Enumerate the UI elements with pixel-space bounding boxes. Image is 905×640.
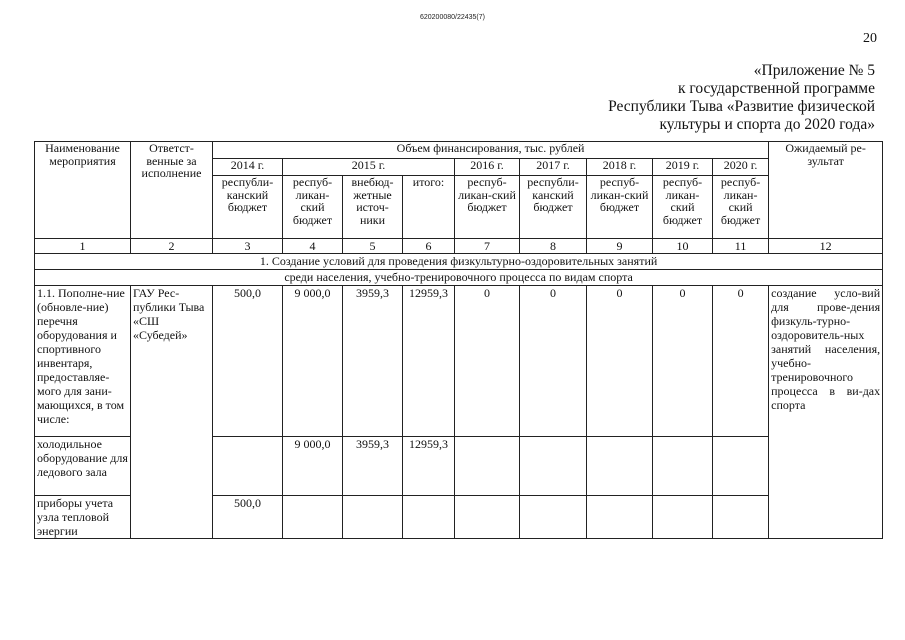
page-number: 20 (863, 31, 877, 46)
value-2015-total (403, 496, 455, 539)
section-title: 1. Создание условий для проведения физкультурно-оздоровительных занятий (35, 254, 883, 270)
column-number: 8 (520, 239, 587, 254)
value-2015-republican: 9 000,0 (283, 286, 343, 437)
year-2017: 2017 г. (520, 159, 587, 176)
value-2015-republican (283, 496, 343, 539)
column-number: 2 (131, 239, 213, 254)
value-2017: 0 (520, 286, 587, 437)
sub-extra-budget: внебюд-жетные источ-ники (343, 176, 403, 239)
row-name: 1.1. Пополне-ние (обновле-ние) перечня оборудования и спортивного инвентаря, предоставляе-мого для зани-мающихся, в том числе: (35, 286, 131, 437)
value-2018 (587, 496, 653, 539)
row-name: холодильное оборудование для ледового зала (35, 437, 131, 496)
appendix-line: к государственной программе (677, 80, 875, 97)
column-number: 1 (35, 239, 131, 254)
column-number: 10 (653, 239, 713, 254)
header-result: Ожидаемый ре-зультат (769, 142, 883, 239)
sub-budget: респуб-ликан-ский бюджет (653, 176, 713, 239)
value-2018: 0 (587, 286, 653, 437)
column-number: 12 (769, 239, 883, 254)
year-2019: 2019 г. (653, 159, 713, 176)
sub-budget: респуб-ликан-ский бюджет (587, 176, 653, 239)
column-number: 4 (283, 239, 343, 254)
value-2016 (455, 496, 520, 539)
value-2014: 500,0 (213, 496, 283, 539)
value-2014 (213, 437, 283, 496)
value-2015-total: 12959,3 (403, 286, 455, 437)
value-2015-extra: 3959,3 (343, 437, 403, 496)
value-2018 (587, 437, 653, 496)
value-2019: 0 (653, 286, 713, 437)
column-number: 3 (213, 239, 283, 254)
column-number: 9 (587, 239, 653, 254)
expected-result: создание усло-вий для прове-дения физкуль-турно-оздоровитель-ных занятий населения, учебно-тренировочного процесса в ви-дах спорта (769, 286, 883, 539)
header-name: Наименование мероприятия (35, 142, 131, 239)
value-2019 (653, 437, 713, 496)
value-2015-extra (343, 496, 403, 539)
year-2018: 2018 г. (587, 159, 653, 176)
value-2015-total: 12959,3 (403, 437, 455, 496)
value-2020 (713, 437, 769, 496)
document-id: 620200080/22435(7) (419, 14, 485, 21)
year-2016: 2016 г. (455, 159, 520, 176)
appendix-line: Республики Тыва «Развитие физической (608, 98, 875, 115)
value-2015-republican: 9 000,0 (283, 437, 343, 496)
row-responsible: ГАУ Рес-публики Тыва «СШ «Субедей» (131, 286, 213, 539)
value-2014: 500,0 (213, 286, 283, 437)
year-2014: 2014 г. (213, 159, 283, 176)
header-funding: Объем финансирования, тыс. рублей (213, 142, 769, 159)
header-responsible: Ответст-венные за исполнение (131, 142, 213, 239)
column-number: 5 (343, 239, 403, 254)
row-name: приборы учета узла тепловой энергии (35, 496, 131, 539)
value-2020 (713, 496, 769, 539)
sub-budget: респуб-ликан-ский бюджет (455, 176, 520, 239)
year-2020: 2020 г. (713, 159, 769, 176)
funding-table (34, 141, 883, 539)
value-2020: 0 (713, 286, 769, 437)
appendix-heading (608, 62, 875, 134)
appendix-line: «Приложение № 5 (753, 62, 875, 79)
column-number: 7 (455, 239, 520, 254)
value-2017 (520, 496, 587, 539)
value-2016 (455, 437, 520, 496)
appendix-line: культуры и спорта до 2020 года» (659, 116, 875, 133)
sub-budget: республи-канский бюджет (520, 176, 587, 239)
value-2017 (520, 437, 587, 496)
value-2015-extra: 3959,3 (343, 286, 403, 437)
year-2015: 2015 г. (283, 159, 455, 176)
section-subtitle: среди населения, учебно-тренировочного процесса по видам спорта (35, 270, 883, 286)
column-number: 6 (403, 239, 455, 254)
column-number: 11 (713, 239, 769, 254)
sub-budget: респуб-ликан-ский бюджет (283, 176, 343, 239)
value-2019 (653, 496, 713, 539)
sub-total: итого: (403, 176, 455, 239)
sub-budget: республи-канский бюджет (213, 176, 283, 239)
value-2016: 0 (455, 286, 520, 437)
sub-budget: респуб-ликан-ский бюджет (713, 176, 769, 239)
